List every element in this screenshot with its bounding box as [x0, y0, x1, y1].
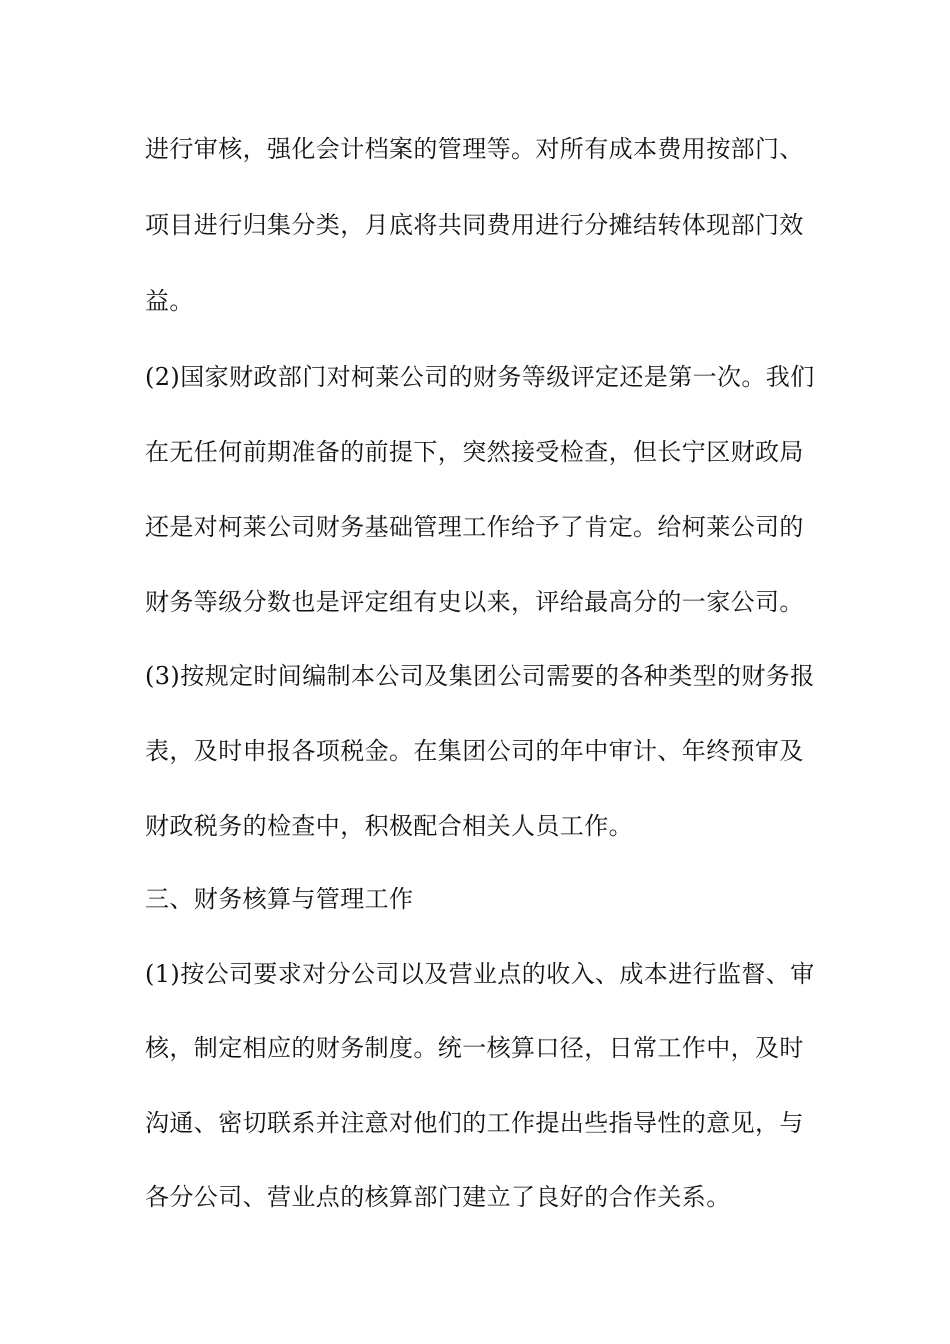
text-line: 项目进行归集分类，月底将共同费用进行分摊结转体现部门效	[145, 211, 804, 239]
text-line: 各分公司、营业点的核算部门建立了良好的合作关系。	[145, 1183, 731, 1211]
text-line: 表，及时申报各项税金。在集团公司的年中审计、年终预审及	[145, 737, 804, 765]
text-line: 在无任何前期准备的前提下，突然接受检查，但长宁区财政局	[145, 438, 804, 466]
text-line: (2)国家财政部门对柯莱公司的财务等级评定还是第一次。我们	[145, 363, 815, 391]
text-line: (1)按公司要求对分公司以及营业点的收入、成本进行监督、审	[145, 960, 815, 988]
text-line: 还是对柯莱公司财务基础管理工作给予了肯定。给柯莱公司的	[145, 513, 804, 541]
text-line: 沟通、密切联系并注意对他们的工作提出些指导性的意见，与	[145, 1109, 804, 1137]
text-line: 进行审核，强化会计档案的管理等。对所有成本费用按部门、	[145, 135, 804, 163]
section-heading: 三、财务核算与管理工作	[145, 885, 414, 913]
text-line: (3)按规定时间编制本公司及集团公司需要的各种类型的财务报	[145, 662, 815, 690]
text-line: 财政税务的检查中，积极配合相关人员工作。	[145, 812, 633, 840]
text-line: 财务等级分数也是评定组有史以来，评给最高分的一家公司。	[145, 588, 804, 616]
text-line: 核，制定相应的财务制度。统一核算口径，日常工作中，及时	[145, 1034, 804, 1062]
text-line: 益。	[145, 287, 194, 315]
